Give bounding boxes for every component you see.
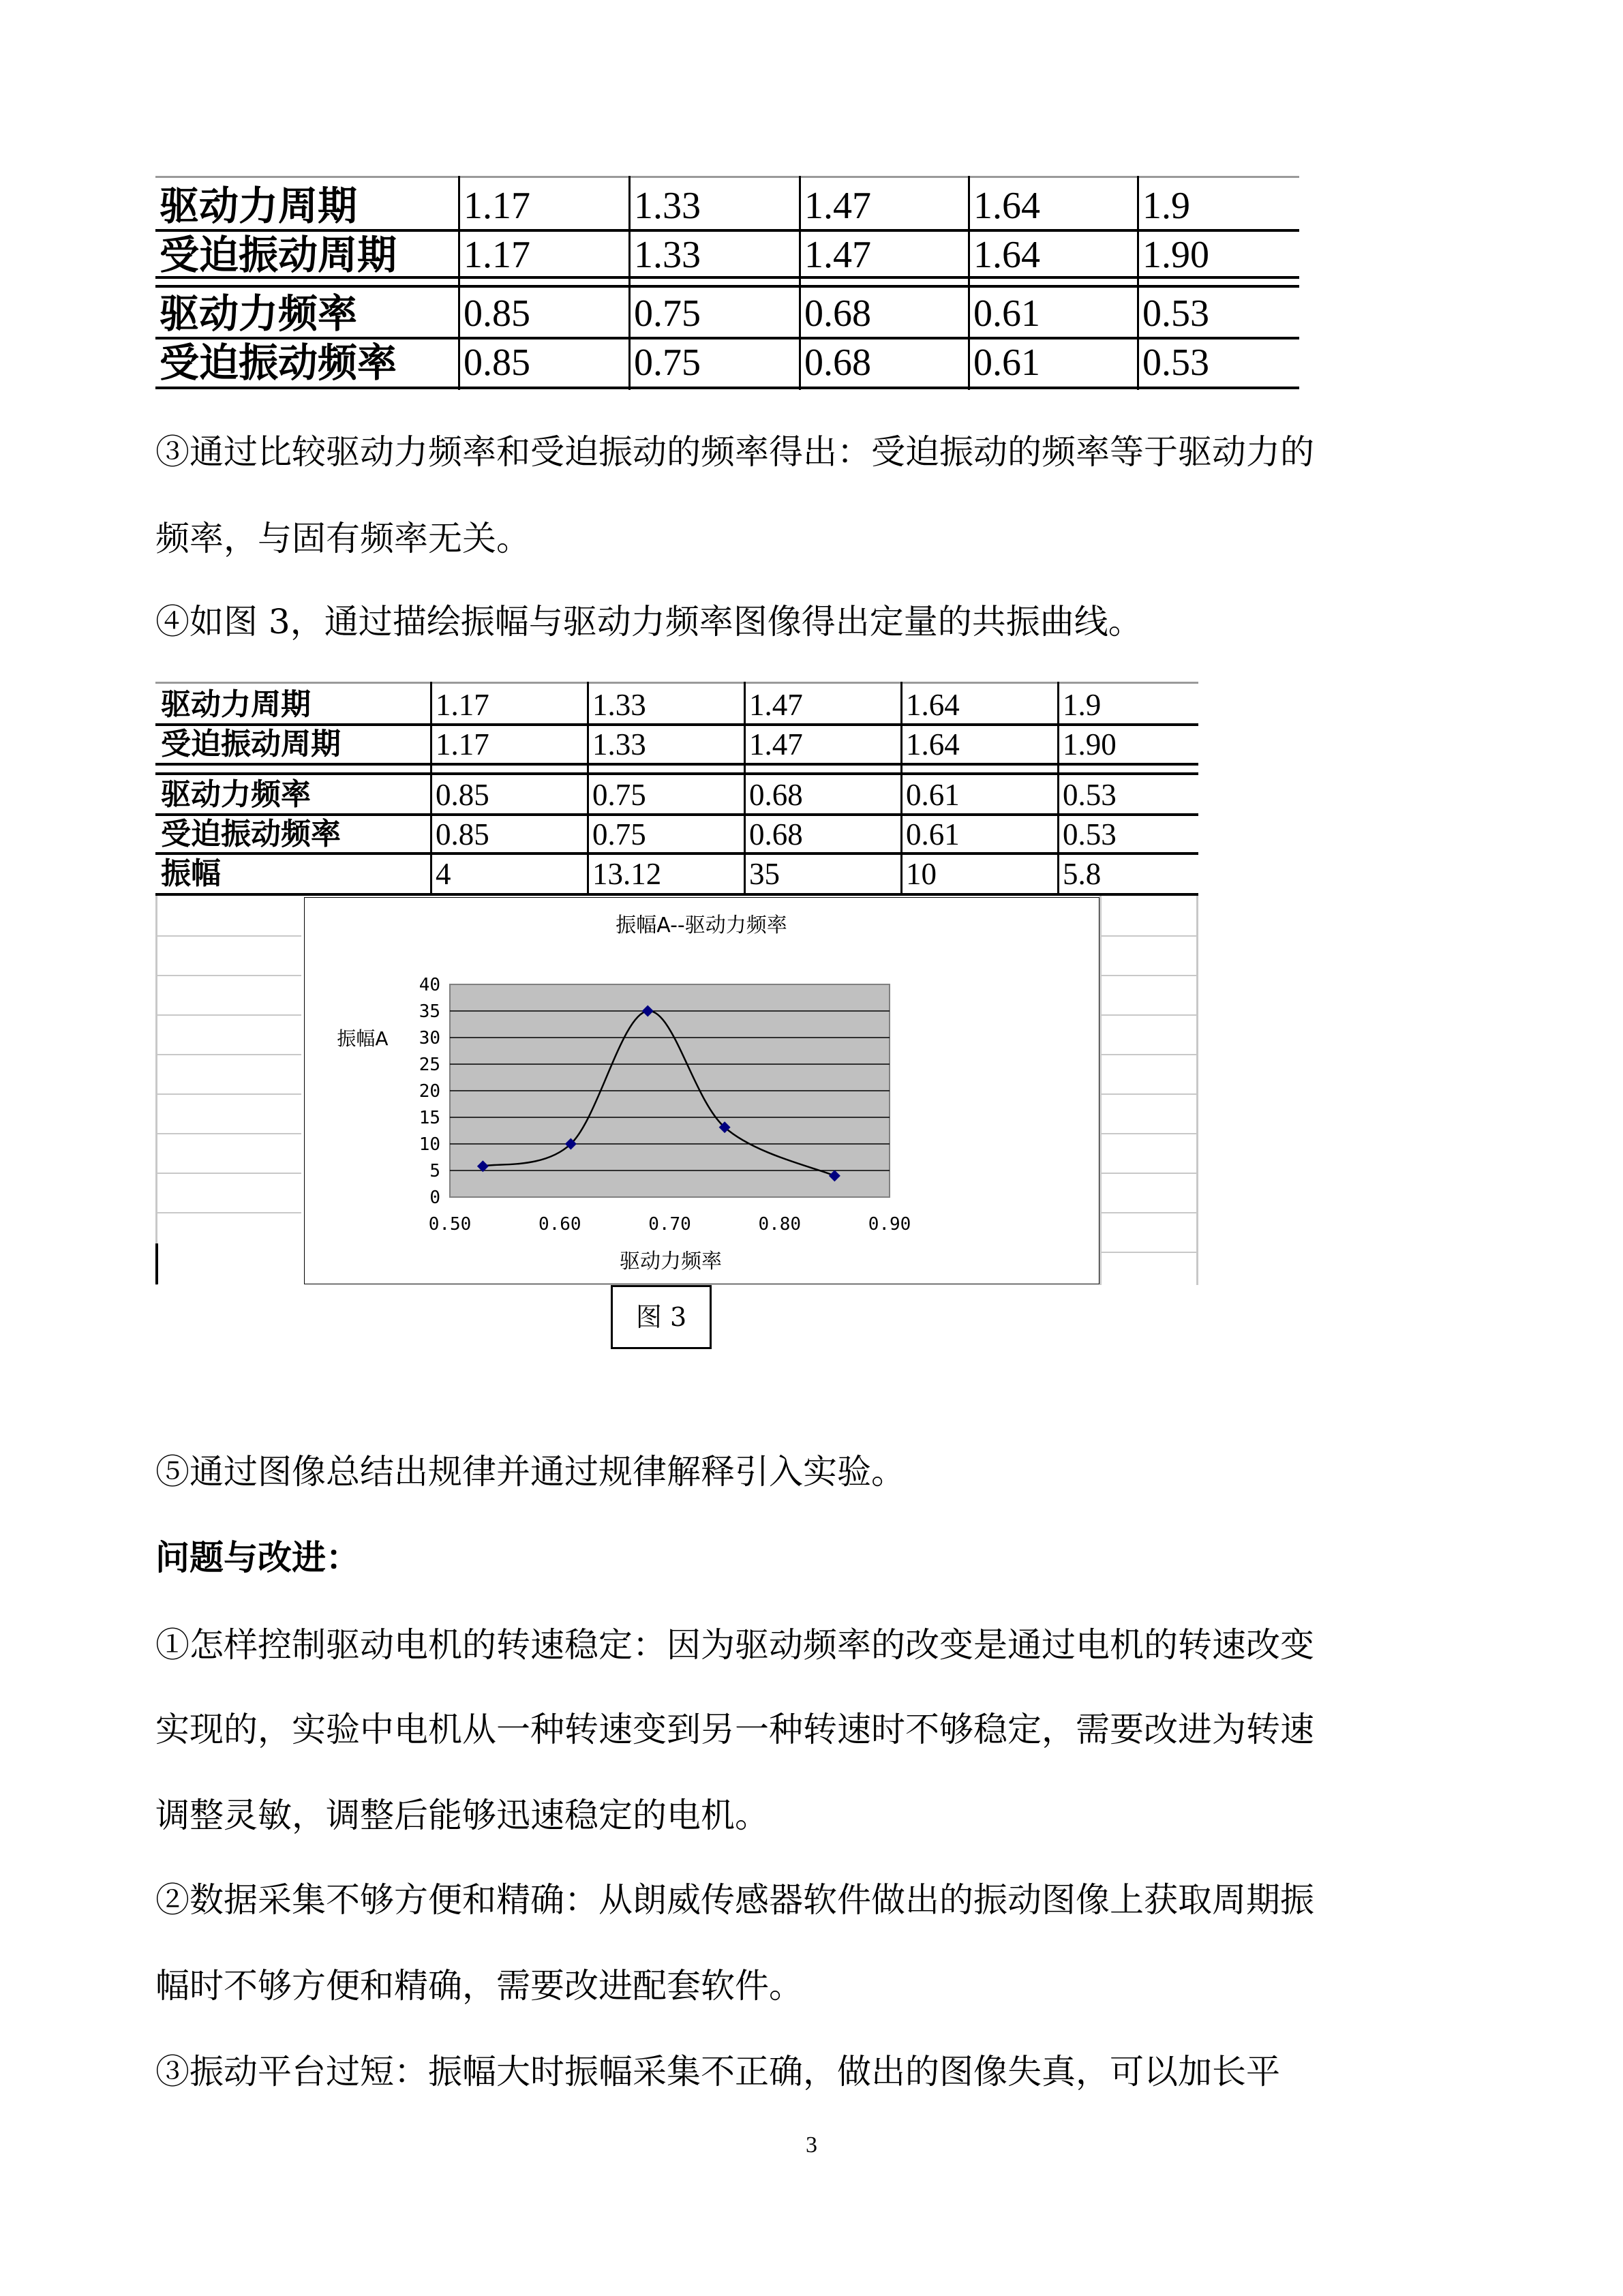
sheet-gridline [155, 1173, 301, 1174]
paragraph: ⑤通过图像总结出规律并通过规律解释引入实验。 [155, 1452, 905, 1492]
table-cell: 0.61 [906, 817, 960, 851]
row-label: 驱动力频率 [161, 777, 311, 812]
table-cell: 1.17 [436, 688, 489, 722]
table-cell: 1.47 [749, 688, 803, 722]
table-cell: 1.33 [634, 185, 701, 227]
y-tick-label: 25 [419, 1055, 440, 1075]
y-tick-label: 0 [429, 1188, 440, 1208]
sheet-gridline [1099, 1054, 1198, 1055]
table-cell: 0.75 [634, 342, 701, 384]
table-rule [155, 285, 1299, 288]
sheet-gridline [155, 896, 157, 1285]
row-label: 驱动力频率 [160, 290, 358, 337]
table-cell: 0.53 [1142, 342, 1209, 384]
table-cell: 0.75 [592, 817, 646, 851]
table-cell: 0.53 [1142, 292, 1209, 335]
sheet-gridline [155, 1133, 301, 1134]
table-cell: 0.61 [973, 342, 1040, 384]
table-cell: 10 [906, 857, 937, 891]
paragraph: 调整灵敏，调整后能够迅速稳定的电机。 [155, 1796, 769, 1835]
y-tick-label: 10 [419, 1134, 440, 1155]
table-cell: 1.17 [464, 234, 530, 276]
table-cell: 0.85 [436, 778, 489, 812]
table-cell: 0.75 [634, 292, 701, 335]
amplitude-frequency-chart [304, 897, 1099, 1284]
table-rule [587, 682, 589, 896]
table-cell: 1.64 [973, 185, 1040, 227]
sheet-gridline [1099, 1173, 1198, 1174]
y-tick-label: 30 [419, 1028, 440, 1048]
sheet-gridline [1099, 975, 1198, 976]
sheet-gridline [1099, 1212, 1198, 1213]
table-rule [155, 682, 1198, 684]
paragraph: ①怎样控制驱动电机的转速稳定：因为驱动频率的改变是通过电机的转速改变 [155, 1625, 1314, 1665]
y-tick-label: 40 [419, 975, 440, 995]
table-cell: 13.12 [592, 857, 662, 891]
table-cell: 1.33 [592, 688, 646, 722]
paragraph: ④如图 3，通过描绘振幅与驱动力频率图像得出定量的共振曲线。 [155, 602, 1142, 641]
table-cell: 1.47 [804, 185, 871, 227]
table-cell: 0.85 [464, 342, 530, 384]
table-rule [458, 176, 460, 390]
table-cell: 1.90 [1063, 727, 1117, 761]
sheet-gridline [1099, 1093, 1198, 1095]
table-cell: 0.68 [804, 342, 871, 384]
table-cell: 0.85 [464, 292, 530, 335]
table-cell: 1.64 [906, 688, 960, 722]
row-label: 振幅 [161, 856, 221, 891]
table-rule [799, 176, 801, 390]
y-tick-label: 5 [429, 1161, 440, 1181]
table-cell: 5.8 [1063, 857, 1102, 891]
paragraph: 幅时不够方便和精确，需要改进配套软件。 [155, 1966, 803, 2006]
section-heading: 问题与改进： [155, 1538, 360, 1577]
sheet-gridline [155, 1093, 301, 1095]
sheet-gridline [1099, 1252, 1198, 1253]
figure-label: 图 3 [611, 1285, 712, 1349]
x-tick-label: 0.70 [648, 1214, 691, 1235]
table-rule [968, 176, 970, 390]
paragraph: 实现的，实验中电机从一种转速变到另一种转速时不够稳定，需要改进为转速 [155, 1710, 1314, 1749]
x-tick-label: 0.60 [538, 1214, 581, 1235]
row-label: 受迫振动频率 [161, 817, 341, 851]
table-cell: 0.53 [1063, 778, 1117, 812]
y-axis-label: 振幅A [337, 1027, 389, 1050]
y-tick-label: 20 [419, 1081, 440, 1102]
y-tick-label: 35 [419, 1001, 440, 1022]
table-cell: 4 [436, 857, 451, 891]
paragraph: ②数据采集不够方便和精确：从朗威传感器软件做出的振动图像上获取周期振 [155, 1880, 1314, 1920]
y-tick-label: 15 [419, 1108, 440, 1128]
table-rule [628, 176, 631, 390]
table-cell: 0.61 [906, 778, 960, 812]
sheet-gridline [1099, 1014, 1198, 1016]
table-cell: 0.68 [804, 292, 871, 335]
table-rule [900, 682, 902, 896]
table-cell: 1.64 [906, 727, 960, 761]
table-rule [155, 176, 1299, 178]
x-tick-label: 0.80 [758, 1214, 802, 1235]
x-axis-label: 驱动力频率 [620, 1250, 722, 1273]
table-cell: 1.33 [592, 727, 646, 761]
table-cell: 1.47 [804, 234, 871, 276]
sheet-gridline [1196, 896, 1198, 1285]
table-cell: 0.53 [1063, 817, 1117, 851]
table-cell: 35 [749, 857, 780, 891]
table-cell: 0.68 [749, 817, 803, 851]
table-cell: 0.61 [973, 292, 1040, 335]
table-cell: 1.90 [1142, 234, 1209, 276]
table-cell: 1.47 [749, 727, 803, 761]
table-cell: 0.68 [749, 778, 803, 812]
x-tick-label: 0.90 [868, 1214, 911, 1235]
paragraph: ③振动平台过短：振幅大时振幅采集不正确，做出的图像失真，可以加长平 [155, 2052, 1280, 2091]
page-number: 3 [806, 2132, 817, 2158]
paragraph: ③通过比较驱动力频率和受迫振动的频率得出：受迫振动的频率等于驱动力的 [155, 432, 1314, 472]
row-label: 驱动力周期 [161, 687, 311, 722]
table-rule [744, 682, 746, 896]
table-rule [1137, 176, 1139, 390]
table-cell: 1.33 [634, 234, 701, 276]
row-label: 驱动力周期 [160, 183, 358, 229]
row-label: 受迫振动周期 [160, 232, 397, 278]
table-rule [1057, 682, 1059, 896]
sheet-gridline [1099, 935, 1198, 937]
sheet-gridline [155, 935, 301, 937]
table-cell: 0.75 [592, 778, 646, 812]
table-cell: 1.17 [436, 727, 489, 761]
sheet-gridline [1099, 1133, 1198, 1134]
text-cursor [155, 1243, 158, 1284]
table-rule [155, 772, 1198, 775]
paragraph: 频率，与固有频率无关。 [155, 519, 530, 558]
table-cell: 1.9 [1142, 185, 1190, 227]
row-label: 受迫振动频率 [160, 339, 397, 386]
table-rule [155, 893, 1198, 896]
sheet-gridline [1099, 896, 1102, 1285]
table-cell: 1.9 [1063, 688, 1102, 722]
chart-title: 振幅A--驱动力频率 [616, 913, 787, 937]
table-cell: 0.85 [436, 817, 489, 851]
sheet-gridline [155, 1014, 301, 1016]
sheet-gridline [155, 1212, 301, 1213]
data-table-1 [155, 176, 1299, 390]
sheet-gridline [155, 1054, 301, 1055]
table-cell: 1.64 [973, 234, 1040, 276]
x-tick-label: 0.50 [428, 1214, 472, 1235]
sheet-gridline [155, 975, 301, 976]
table-rule [430, 682, 432, 896]
table-cell: 1.17 [464, 185, 530, 227]
row-label: 受迫振动周期 [161, 727, 341, 761]
